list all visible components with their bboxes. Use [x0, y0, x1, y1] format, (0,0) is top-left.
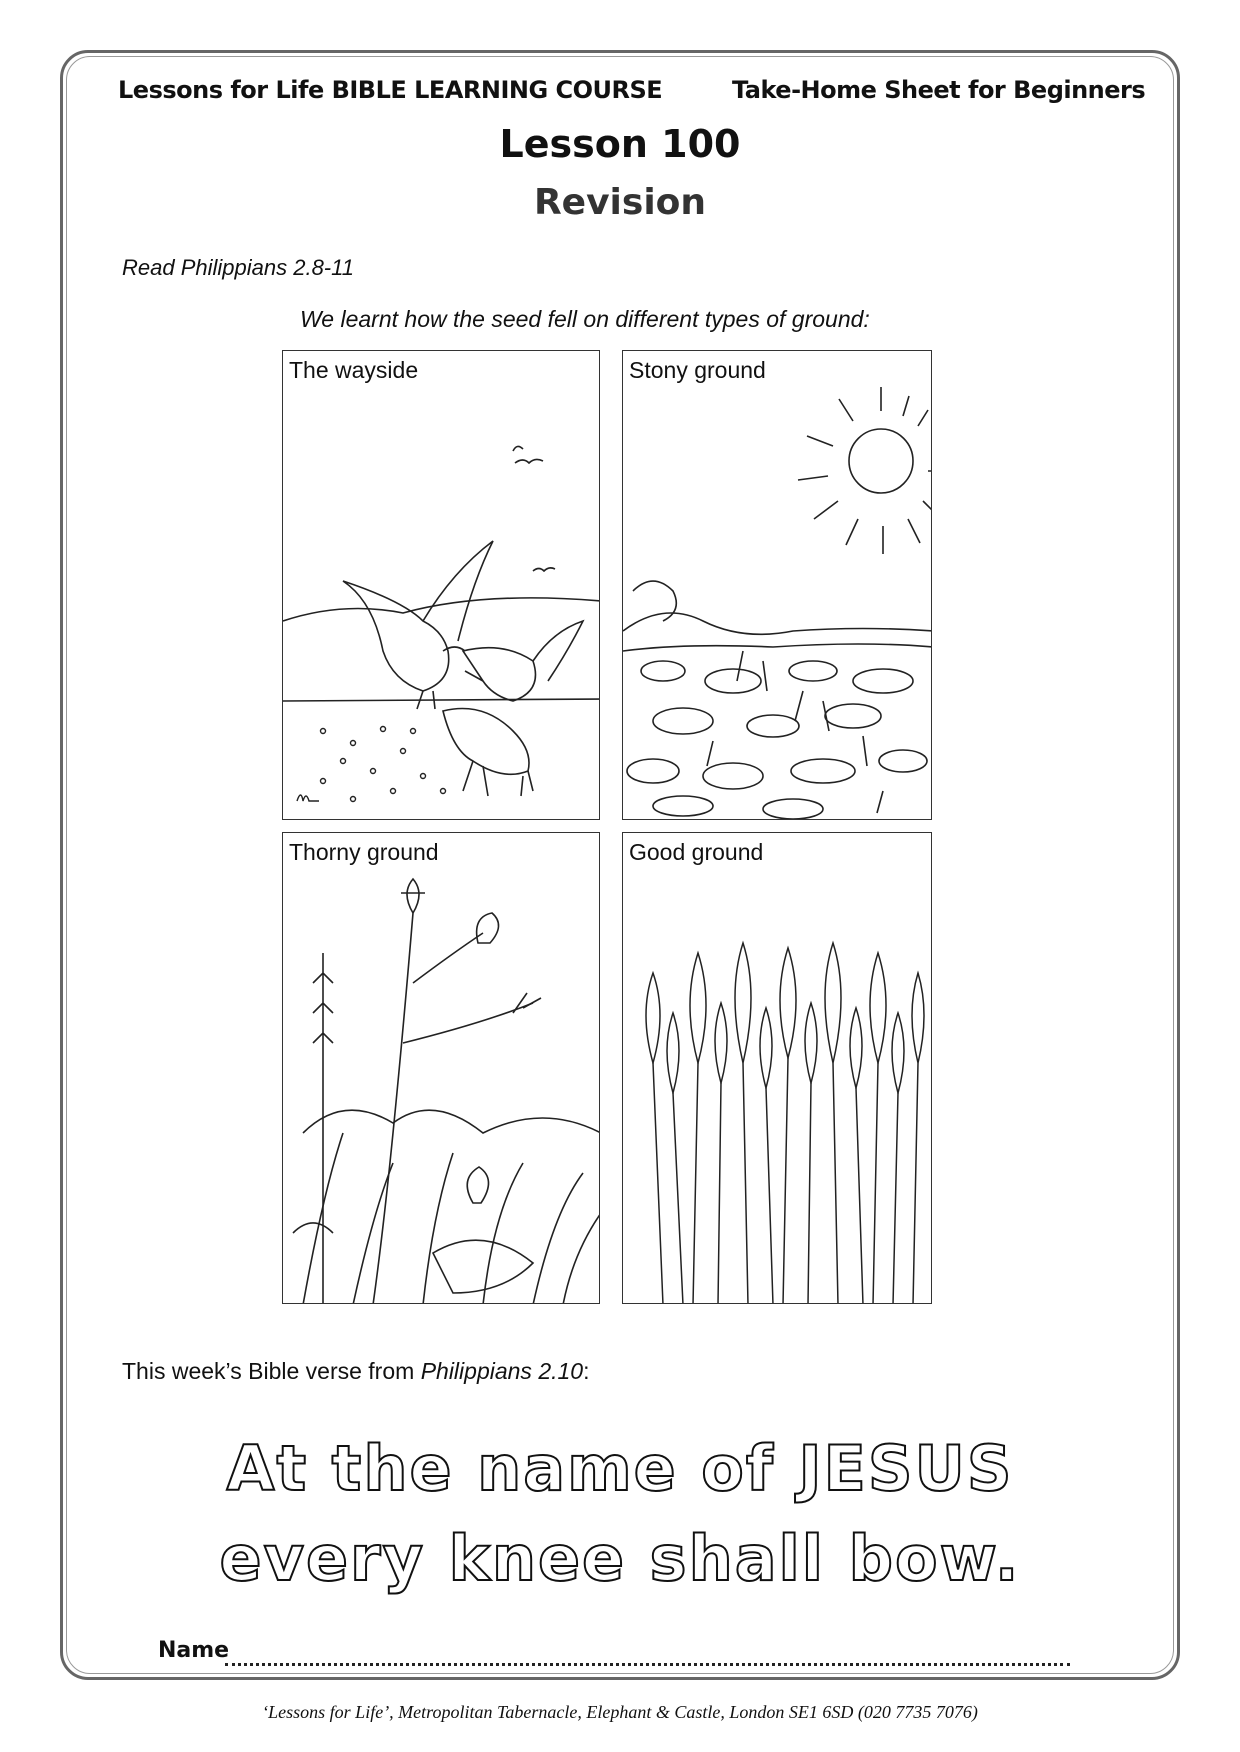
- lesson-subtitle: Revision: [533, 182, 707, 223]
- course-title: Lessons for Life BIBLE LEARNING COURSE: [118, 76, 663, 104]
- name-field-line[interactable]: [225, 1663, 1070, 1666]
- panel-label: Stony ground: [629, 357, 766, 383]
- thorny-illustration: [283, 833, 600, 1304]
- reading-reference: Read Philippians 2.8-11: [122, 255, 354, 280]
- panel-thorny-ground: [282, 832, 600, 1304]
- panel-label: The wayside: [289, 357, 419, 383]
- verse-line-1: At the name of JESUS: [226, 1432, 1014, 1505]
- intro-text: We learnt how the seed fell on different types of ground:: [300, 306, 870, 332]
- name-label: Name: [158, 1638, 230, 1663]
- panel-stony-ground: [622, 350, 932, 820]
- panel-good-ground: [622, 832, 932, 1304]
- stony-illustration: [623, 351, 932, 820]
- verse-intro-suffix: :: [583, 1358, 590, 1384]
- wayside-illustration: [283, 351, 600, 820]
- verse-intro: [122, 1358, 589, 1385]
- good-ground-illustration: [623, 833, 932, 1304]
- panel-label: Thorny ground: [289, 839, 439, 865]
- panel-wayside: [282, 350, 600, 820]
- sheet-type: Take-Home Sheet for Beginners: [732, 76, 1146, 104]
- lesson-title: Lesson 100: [499, 122, 741, 166]
- verse-line-2: every knee shall bow.: [219, 1522, 1021, 1595]
- panel-label: Good ground: [629, 839, 764, 865]
- footer-address: ‘Lessons for Life’, Metropolitan Tabernacle, Elephant & Castle, London SE1 6SD (020 7735 7076): [262, 1702, 978, 1722]
- verse-reference: Philippians 2.10: [420, 1358, 584, 1384]
- verse-intro-text: This week’s Bible verse from: [122, 1358, 421, 1384]
